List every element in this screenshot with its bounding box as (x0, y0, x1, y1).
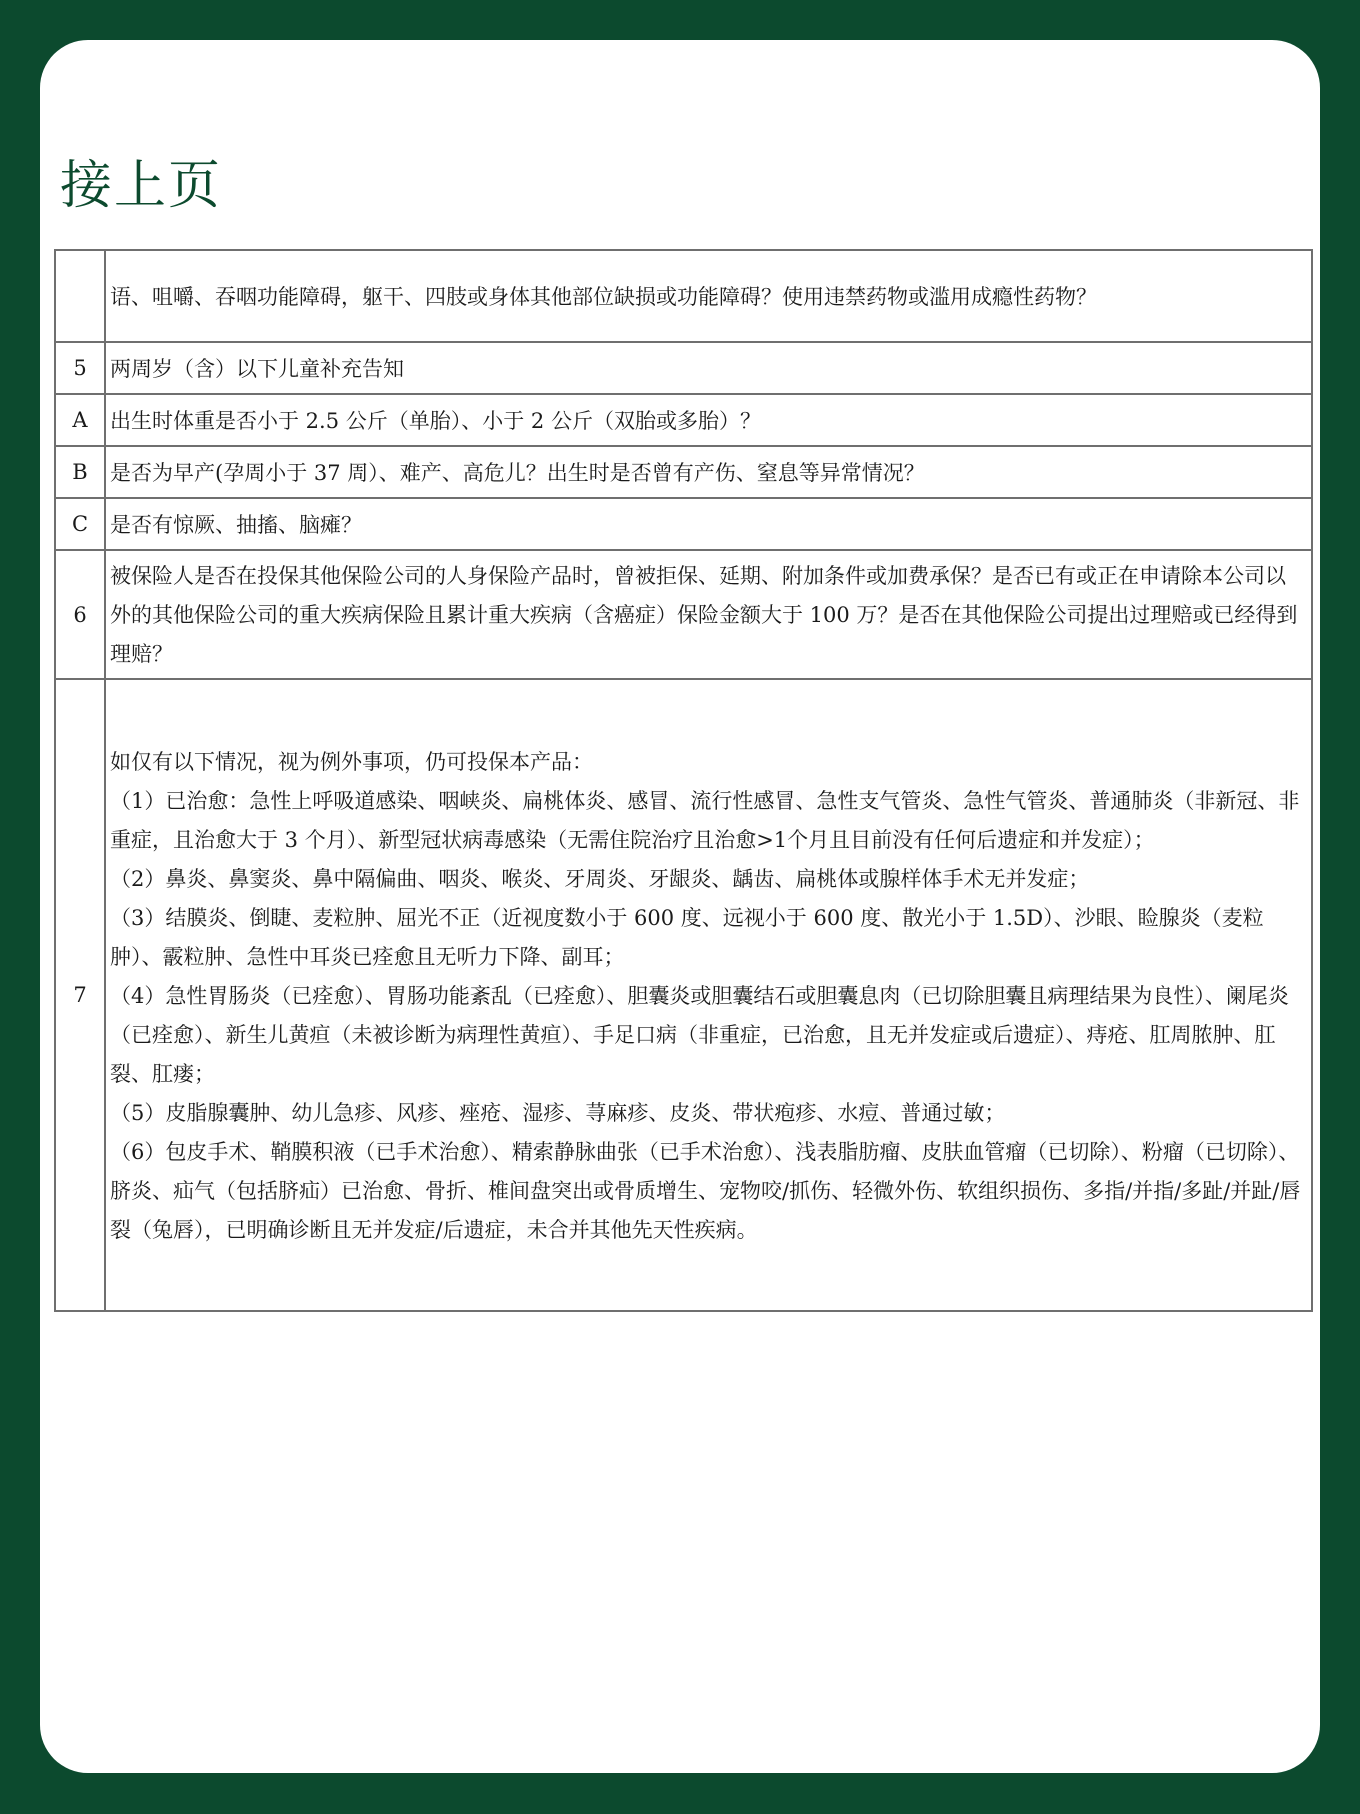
row-text (105, 550, 1312, 679)
row-text (105, 250, 1312, 342)
row-number: 7 (55, 679, 105, 1311)
table-row (55, 342, 1312, 394)
row-number: 6 (55, 550, 105, 679)
row-text (105, 394, 1312, 446)
health-questions-table (54, 249, 1313, 1312)
content-card (40, 40, 1320, 1773)
row-text-line: 是否为早产(孕周小于 37 周）、难产、高危儿？出生时是否曾有产伤、窒息等异常情况？ (110, 460, 925, 485)
table-row (55, 498, 1312, 550)
row-text-line: 是否有惊厥、抽搐、脑瘫？ (110, 512, 362, 537)
row-text-line: （3）结膜炎、倒睫、麦粒肿、屈光不正（近视度数小于 600 度、远视小于 600 度、散光小于 1.5D）、沙眼、睑腺炎（麦粒肿）、霰粒肿、急性中耳炎已痊愈且无听力下降、副耳； (110, 905, 1264, 969)
row-text-line: 出生时体重是否小于 2.5 公斤（单胎）、小于 2 公斤（双胎或多胎）？ (110, 408, 761, 433)
row-text-line: 两周岁（含）以下儿童补充告知 (110, 356, 404, 381)
table-row (55, 679, 1312, 1311)
row-number (55, 250, 105, 342)
row-text (105, 446, 1312, 498)
table-row (55, 250, 1312, 342)
row-number: 5 (55, 342, 105, 394)
row-text-line: （6）包皮手术、鞘膜积液（已手术治愈）、精索静脉曲张（已手术治愈）、浅表脂肪瘤、皮肤血管瘤（已切除）、粉瘤（已切除）、脐炎、疝气（包括脐疝）已治愈、骨折、椎间盘突出或骨质增生、宠物咬/抓伤、轻微外伤、软组织损伤、多指/并指/多趾/并趾/唇裂（兔唇），已明确诊断且无并发症/后遗症，未合并其他先天性疾病。 (110, 1139, 1301, 1242)
row-text (105, 679, 1312, 1311)
table-row (55, 394, 1312, 446)
row-text-line: 如仅有以下情况，视为例外事项，仍可投保本产品： (110, 749, 593, 774)
row-text-line: （1）已治愈：急性上呼吸道感染、咽峡炎、扁桃体炎、感冒、流行性感冒、急性支气管炎、急性气管炎、普通肺炎（非新冠、非重症，且治愈大于 3 个月）、新型冠状病毒感染（无需住院治疗且治愈>1个月且目前没有任何后遗症和并发症）； (110, 788, 1300, 852)
row-text (105, 498, 1312, 550)
table-row (55, 550, 1312, 679)
row-number: B (55, 446, 105, 498)
row-text (105, 342, 1312, 394)
row-text-line: 被保险人是否在投保其他保险公司的人身保险产品时，曾被拒保、延期、附加条件或加费承保？是否已有或正在申请除本公司以外的其他保险公司的重大疾病保险且累计重大疾病（含癌症）保险金额大于 100 万？是否在其他保险公司提出过理赔或已经得到理赔？ (110, 564, 1298, 666)
row-number: A (55, 394, 105, 446)
row-number: C (55, 498, 105, 550)
row-text-line: 语、咀嚼、吞咽功能障碍，躯干、四肢或身体其他部位缺损或功能障碍？使用违禁药物或滥用成瘾性药物？ (110, 284, 1097, 309)
row-text-line: （5）皮脂腺囊肿、幼儿急疹、风疹、痤疮、湿疹、荨麻疹、皮炎、带状疱疹、水痘、普通过敏； (110, 1100, 1006, 1125)
row-text-line: （4）急性胃肠炎（已痊愈）、胃肠功能紊乱（已痊愈）、胆囊炎或胆囊结石或胆囊息肉（已切除胆囊且病理结果为良性）、阑尾炎（已痊愈）、新生儿黄疸（未被诊断为病理性黄疸）、手足口病（非重症，已治愈，且无并发症或后遗症）、痔疮、肛周脓肿、肛裂、肛瘘； (110, 983, 1289, 1086)
row-text-line: （2）鼻炎、鼻窦炎、鼻中隔偏曲、咽炎、喉炎、牙周炎、牙龈炎、龋齿、扁桃体或腺样体手术无并发症； (110, 866, 1090, 891)
table-row (55, 446, 1312, 498)
page-heading: 接上页 (60, 156, 223, 216)
